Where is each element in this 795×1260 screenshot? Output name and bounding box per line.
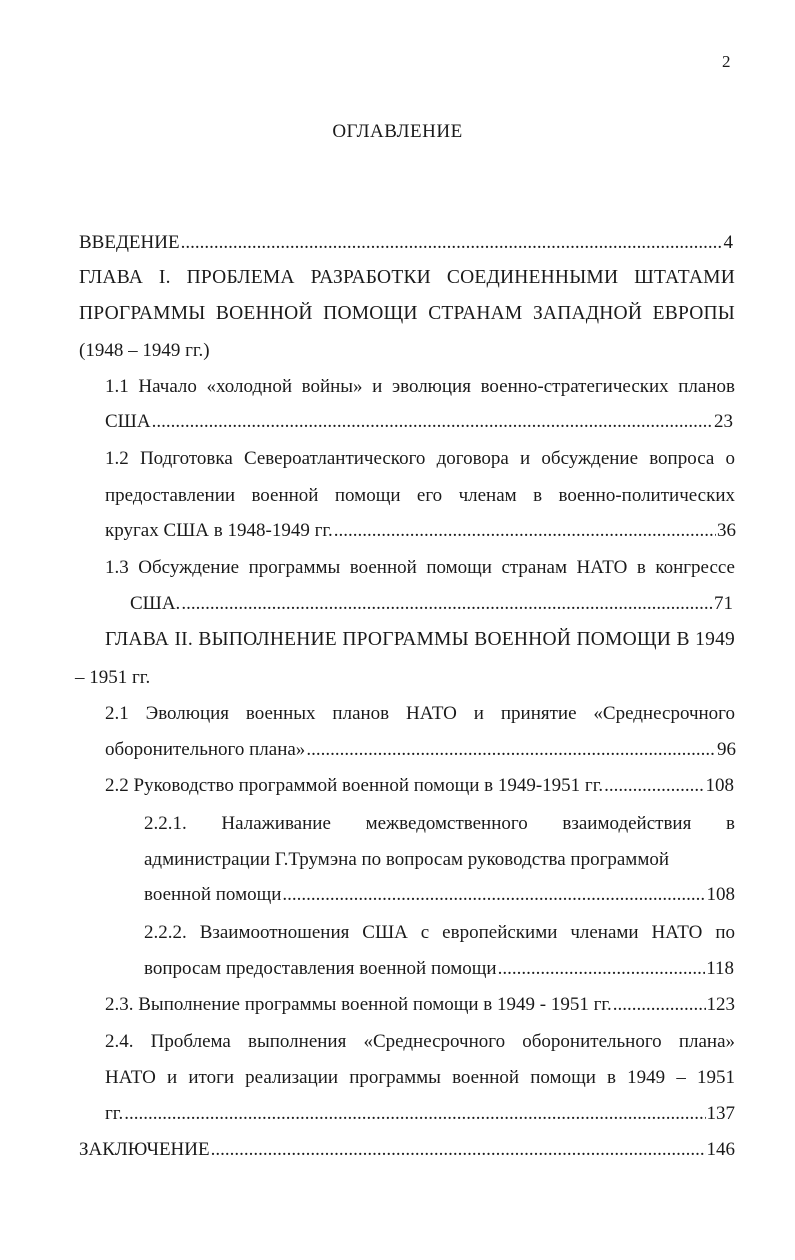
toc-leader bbox=[334, 520, 716, 542]
toc-label: США. bbox=[130, 593, 181, 614]
toc-entry-2-2[interactable] bbox=[105, 775, 734, 797]
toc-label: кругах США в 1948-1949 гг. bbox=[105, 520, 333, 541]
toc-leader bbox=[306, 739, 716, 761]
toc-entry-2-4[interactable] bbox=[105, 1103, 735, 1125]
toc-entry-1-3-line-1: 1.3 Обсуждение программы военной помощи странам НАТО в конгрессе bbox=[105, 557, 735, 578]
toc-entry-1-2[interactable] bbox=[105, 520, 736, 542]
toc-label: гг. bbox=[105, 1103, 124, 1124]
toc-page: 96 bbox=[717, 739, 736, 760]
toc-entry-1-3[interactable] bbox=[130, 593, 733, 615]
toc-label: вопросам предоставления военной помощи bbox=[144, 958, 497, 979]
toc-entry-conclusion[interactable] bbox=[79, 1139, 735, 1161]
toc-leader bbox=[211, 1139, 706, 1161]
chapter-1-heading-line-3: (1948 – 1949 гг.) bbox=[79, 340, 210, 361]
page-title: ОГЛАВЛЕНИЕ bbox=[332, 121, 463, 142]
toc-entry-1-2-line-2: предоставлении военной помощи его членам в военно-политических bbox=[105, 485, 735, 506]
toc-page: 71 bbox=[714, 593, 733, 614]
toc-leader bbox=[498, 958, 706, 980]
toc-entry-2-2-1-line-2: администрации Г.Трумэна по вопросам руководства программой bbox=[144, 849, 670, 870]
chapter-2-heading-line-1: ГЛАВА II. ВЫПОЛНЕНИЕ ПРОГРАММЫ ВОЕННОЙ ПОМОЩИ В 1949 bbox=[105, 629, 735, 650]
toc-entry-introduction[interactable] bbox=[79, 232, 733, 254]
toc-page: 118 bbox=[706, 958, 734, 979]
toc-entry-1-1-line-1: 1.1 Начало «холодной войны» и эволюция военно-стратегических планов bbox=[105, 376, 735, 397]
page-number: 2 bbox=[722, 52, 731, 71]
toc-label: 2.3. Выполнение программы военной помощи в 1949 - 1951 гг. bbox=[105, 994, 612, 1015]
toc-label: оборонительного плана» bbox=[105, 739, 306, 760]
toc-entry-1-2-line-1: 1.2 Подготовка Североатлантического договора и обсуждение вопроса о bbox=[105, 448, 735, 469]
toc-page: 108 bbox=[706, 884, 735, 905]
toc-leader bbox=[181, 232, 723, 254]
toc-page: 137 bbox=[706, 1103, 735, 1124]
toc-page: 146 bbox=[706, 1139, 735, 1160]
chapter-2-heading-line-2: – 1951 гг. bbox=[75, 667, 151, 688]
toc-entry-2-4-line-1: 2.4. Проблема выполнения «Среднесрочного оборонительного плана» bbox=[105, 1031, 735, 1052]
toc-leader bbox=[604, 775, 704, 797]
toc-label: США bbox=[105, 411, 151, 432]
toc-page: 23 bbox=[714, 411, 733, 432]
toc-page: 108 bbox=[705, 775, 734, 796]
toc-entry-2-4-line-2: НАТО и итоги реализации программы военной помощи в 1949 – 1951 bbox=[105, 1067, 735, 1088]
toc-entry-2-1-line-1: 2.1 Эволюция военных планов НАТО и принятие «Среднесрочного bbox=[105, 703, 735, 724]
toc-entry-2-2-1[interactable] bbox=[144, 884, 735, 906]
toc-leader bbox=[152, 411, 713, 433]
toc-entry-1-1[interactable] bbox=[105, 411, 733, 433]
toc-label: ВВЕДЕНИЕ bbox=[79, 232, 180, 253]
toc-page: 36 bbox=[717, 520, 736, 541]
toc-leader bbox=[124, 1103, 705, 1125]
toc-label: военной помощи bbox=[144, 884, 282, 905]
toc-page: 4 bbox=[723, 232, 733, 253]
toc-leader bbox=[282, 884, 705, 906]
toc-label: 2.2 Руководство программой военной помощи в 1949-1951 гг. bbox=[105, 775, 604, 796]
toc-entry-2-1[interactable] bbox=[105, 739, 736, 761]
toc-page: 123 bbox=[706, 994, 735, 1015]
toc-entry-2-3[interactable] bbox=[105, 994, 735, 1016]
toc-entry-2-2-2-line-1: 2.2.2. Взаимоотношения США с европейскими членами НАТО по bbox=[144, 922, 735, 943]
toc-entry-2-2-1-line-1: 2.2.1. Налаживание межведомственного взаимодействия в bbox=[144, 813, 735, 834]
toc-leader bbox=[613, 994, 706, 1016]
toc-label: ЗАКЛЮЧЕНИЕ bbox=[79, 1139, 210, 1160]
chapter-1-heading-line-1: ГЛАВА I. ПРОБЛЕМА РАЗРАБОТКИ СОЕДИНЕННЫМИ ШТАТАМИ bbox=[79, 267, 735, 288]
chapter-1-heading-line-2: ПРОГРАММЫ ВОЕННОЙ ПОМОЩИ СТРАНАМ ЗАПАДНОЙ ЕВРОПЫ bbox=[79, 303, 735, 324]
toc-entry-2-2-2[interactable] bbox=[144, 958, 734, 980]
toc-leader bbox=[181, 593, 713, 615]
